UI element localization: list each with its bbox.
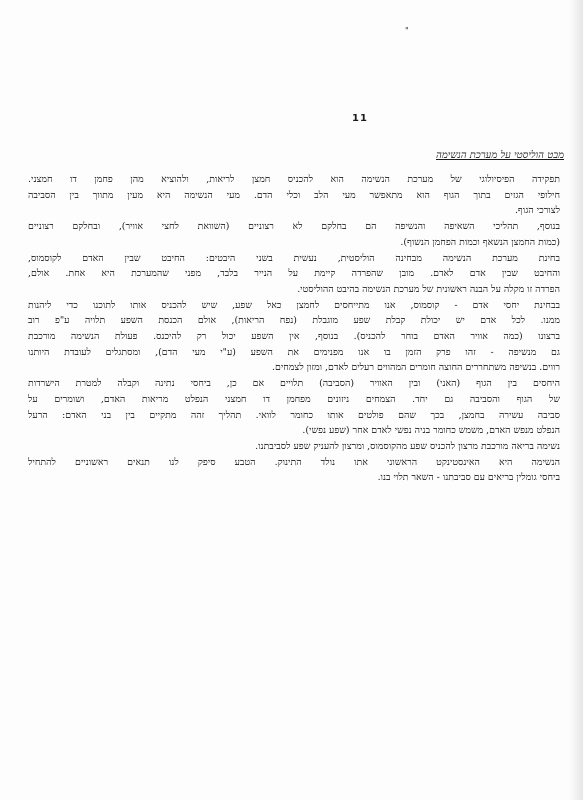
text-line: סביבה עשירה בחמצן, בכך שהם פולטים אותו כחומר לוואי. תהליך זהה מתקיים בין בני האדם: הרעל [28,409,560,421]
paragraph-2 [28,219,560,250]
text-line: והחיבט שבין אדם לאדם. מובן שהפרדה קיימת על הנייר בלבד, מפני שהמערכת היא אחת. אולם, [28,268,560,280]
paragraph-4 [28,298,560,377]
text-line: נשימה בריאה מורכבת מרצון להכניס שפע מהקוסמוס, ומרצון להעניק שפע לסביבתנו. [255,440,560,452]
text-line: ביחסי גומלין בריאים עם סביבתנו - השאר תלוי בנו. [377,472,560,484]
text-line: (כמות החמצן הנשאף וכמות הפחמן הנשוף). [400,236,560,248]
text-line: בחינת מערכת הנשימה מבחינה הוליסטית, נעשית בשני היבטים: החיבט שבין האדם לקוסמוס, [28,252,560,264]
text-line: היחסים בין הגוף (האני) ובין האוויר (הסביבה) תלויים אם כן, ביחסי נתינה וקבלה למטרת הישרדות [28,378,560,390]
text-line: חילופי הגזים בתוך הגוף הוא מתאפשר מעי הלב וכלי הדם. מעי הנשימה היא מעין מתווך בין הסביבה [28,189,560,201]
page-number: 11 [352,113,368,124]
text-line: בבחינת יחסי אדם - קוסמוס, אנו מתייחסים לחמצן כאל שפע, שיש להכניס אותו לתוכנו כדי ליהנות [28,299,560,311]
paragraph-5 [28,376,560,439]
paragraph-1 [28,172,560,219]
text-line: גם מנשיפה - זהו פרק הזמן בו אנו מפנימים את השפע (ע"י מעי הדם), ומסתגלים לעובדת היותנו [28,346,560,358]
paragraph-6 [28,439,560,486]
scan-mark: " [405,26,409,35]
paragraph-3 [28,251,560,298]
body-text [28,172,560,486]
text-line: לצורכי הגוף. [514,205,560,217]
text-line: רווים. בנשיפה משתחררים החוצה חומרים המהווים רעלים לאדם, ומזון לצמחים. [272,362,560,374]
text-line: הנשימה היא האינסטינקט הראשוני אתו נולד התינוק. הטבע סיפק לנו תנאים ראשוניים להתחיל [28,456,560,468]
text-line: תפקידה הפיסיולוגי של מערכת הנשימה הוא להכניס חמצן לריאות, ולהוציא מהן פחמן דו חמצני. [28,174,560,185]
page-edge-shadow [569,0,583,800]
text-line: ממנו. לכל אדם יש יכולת קבלת שפע מוגבלת (נפח הריאות), אולם הכנסת השפע תלויה ע"פ רוב [28,315,560,327]
text-line: בנוסף, תהליכי השאיפה והנשיפה הם בחלקם לא רצוניים (השוואת לחצי אוויר), ובחלקם רצוניים [28,221,560,233]
text-line: הפרדה זו מקלה על הבנה ראשונית של מערכת הנשימה בהיבט ההוליסטי. [297,283,560,295]
text-line: ברצונו (כמה אוויר האדם בוחר להכניס). בנוסף, אין השפע יכול רק להיכנס. פעולת הנשימה מורכבת [28,331,560,343]
section-heading: מבט הוליסטי על מערכת הנשימה [436,150,564,161]
text-line: הנפלט מנפש האדם, משמש כחומר בניה נפשי לאדם אחר (שפע נפשי). [302,425,560,437]
text-line: של הגוף והסביבה גם יחד. הצמחים ניזונים מפחמן דו חמצני הנפלט מריאות האדם, ושומרים על [28,393,560,405]
